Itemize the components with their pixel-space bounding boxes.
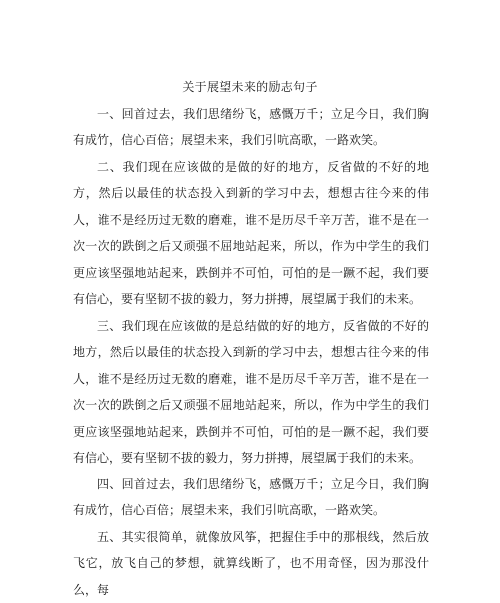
- paragraph-5: 五、其实很简单，就像放风筝，把握住手中的那根线，然后放飞它，放飞自己的梦想，就算线断了，也不用奇怪，因为那没什么，每: [73, 530, 429, 597]
- paragraph-3: 三、我们现在应该做的是总结做的好的地方，反省做的不好的地方，然后以最佳的状态投入到新的学习中去，想想古往今来的伟人，谁不是经历过无数的磨难，谁不是历尽千辛万苦，谁不是在一次一次的跌倒之后又顽强不屈地站起来，所以，作为中学生的我们更应该坚强地站起来，跌倒并不可怕，可怕的是一蹶不起，我们要有信心，要有坚韧不拔的毅力，努力拼搏，展望属于我们的未来。: [73, 319, 429, 466]
- paragraph-1: 一、回首过去，我们思绪纷飞，感慨万千；立足今日，我们胸有成竹，信心百倍；展望未来，我们引吭高歌，一路欢笑。: [73, 107, 429, 148]
- paragraph-4: 四、回首过去，我们思绪纷飞，感慨万千；立足今日，我们胸有成竹，信心百倍；展望未来，我们引吭高歌，一路欢笑。: [73, 477, 429, 518]
- document-title: 关于展望未来的励志句子: [182, 80, 318, 94]
- paragraph-2: 二、我们现在应该做的是做的好的地方，反省做的不好的地方，然后以最佳的状态投入到新的学习中去，想想古往今来的伟人，谁不是经历过无数的磨难，谁不是历尽千辛万苦，谁不是在一次一次的跌倒之后又顽强不屈地站起来，所以，作为中学生的我们更应该坚强地站起来，跌倒并不可怕，可怕的是一蹶不起，我们要有信心，要有坚韧不拔的毅力，努力拼搏，展望属于我们的未来。: [73, 160, 429, 307]
